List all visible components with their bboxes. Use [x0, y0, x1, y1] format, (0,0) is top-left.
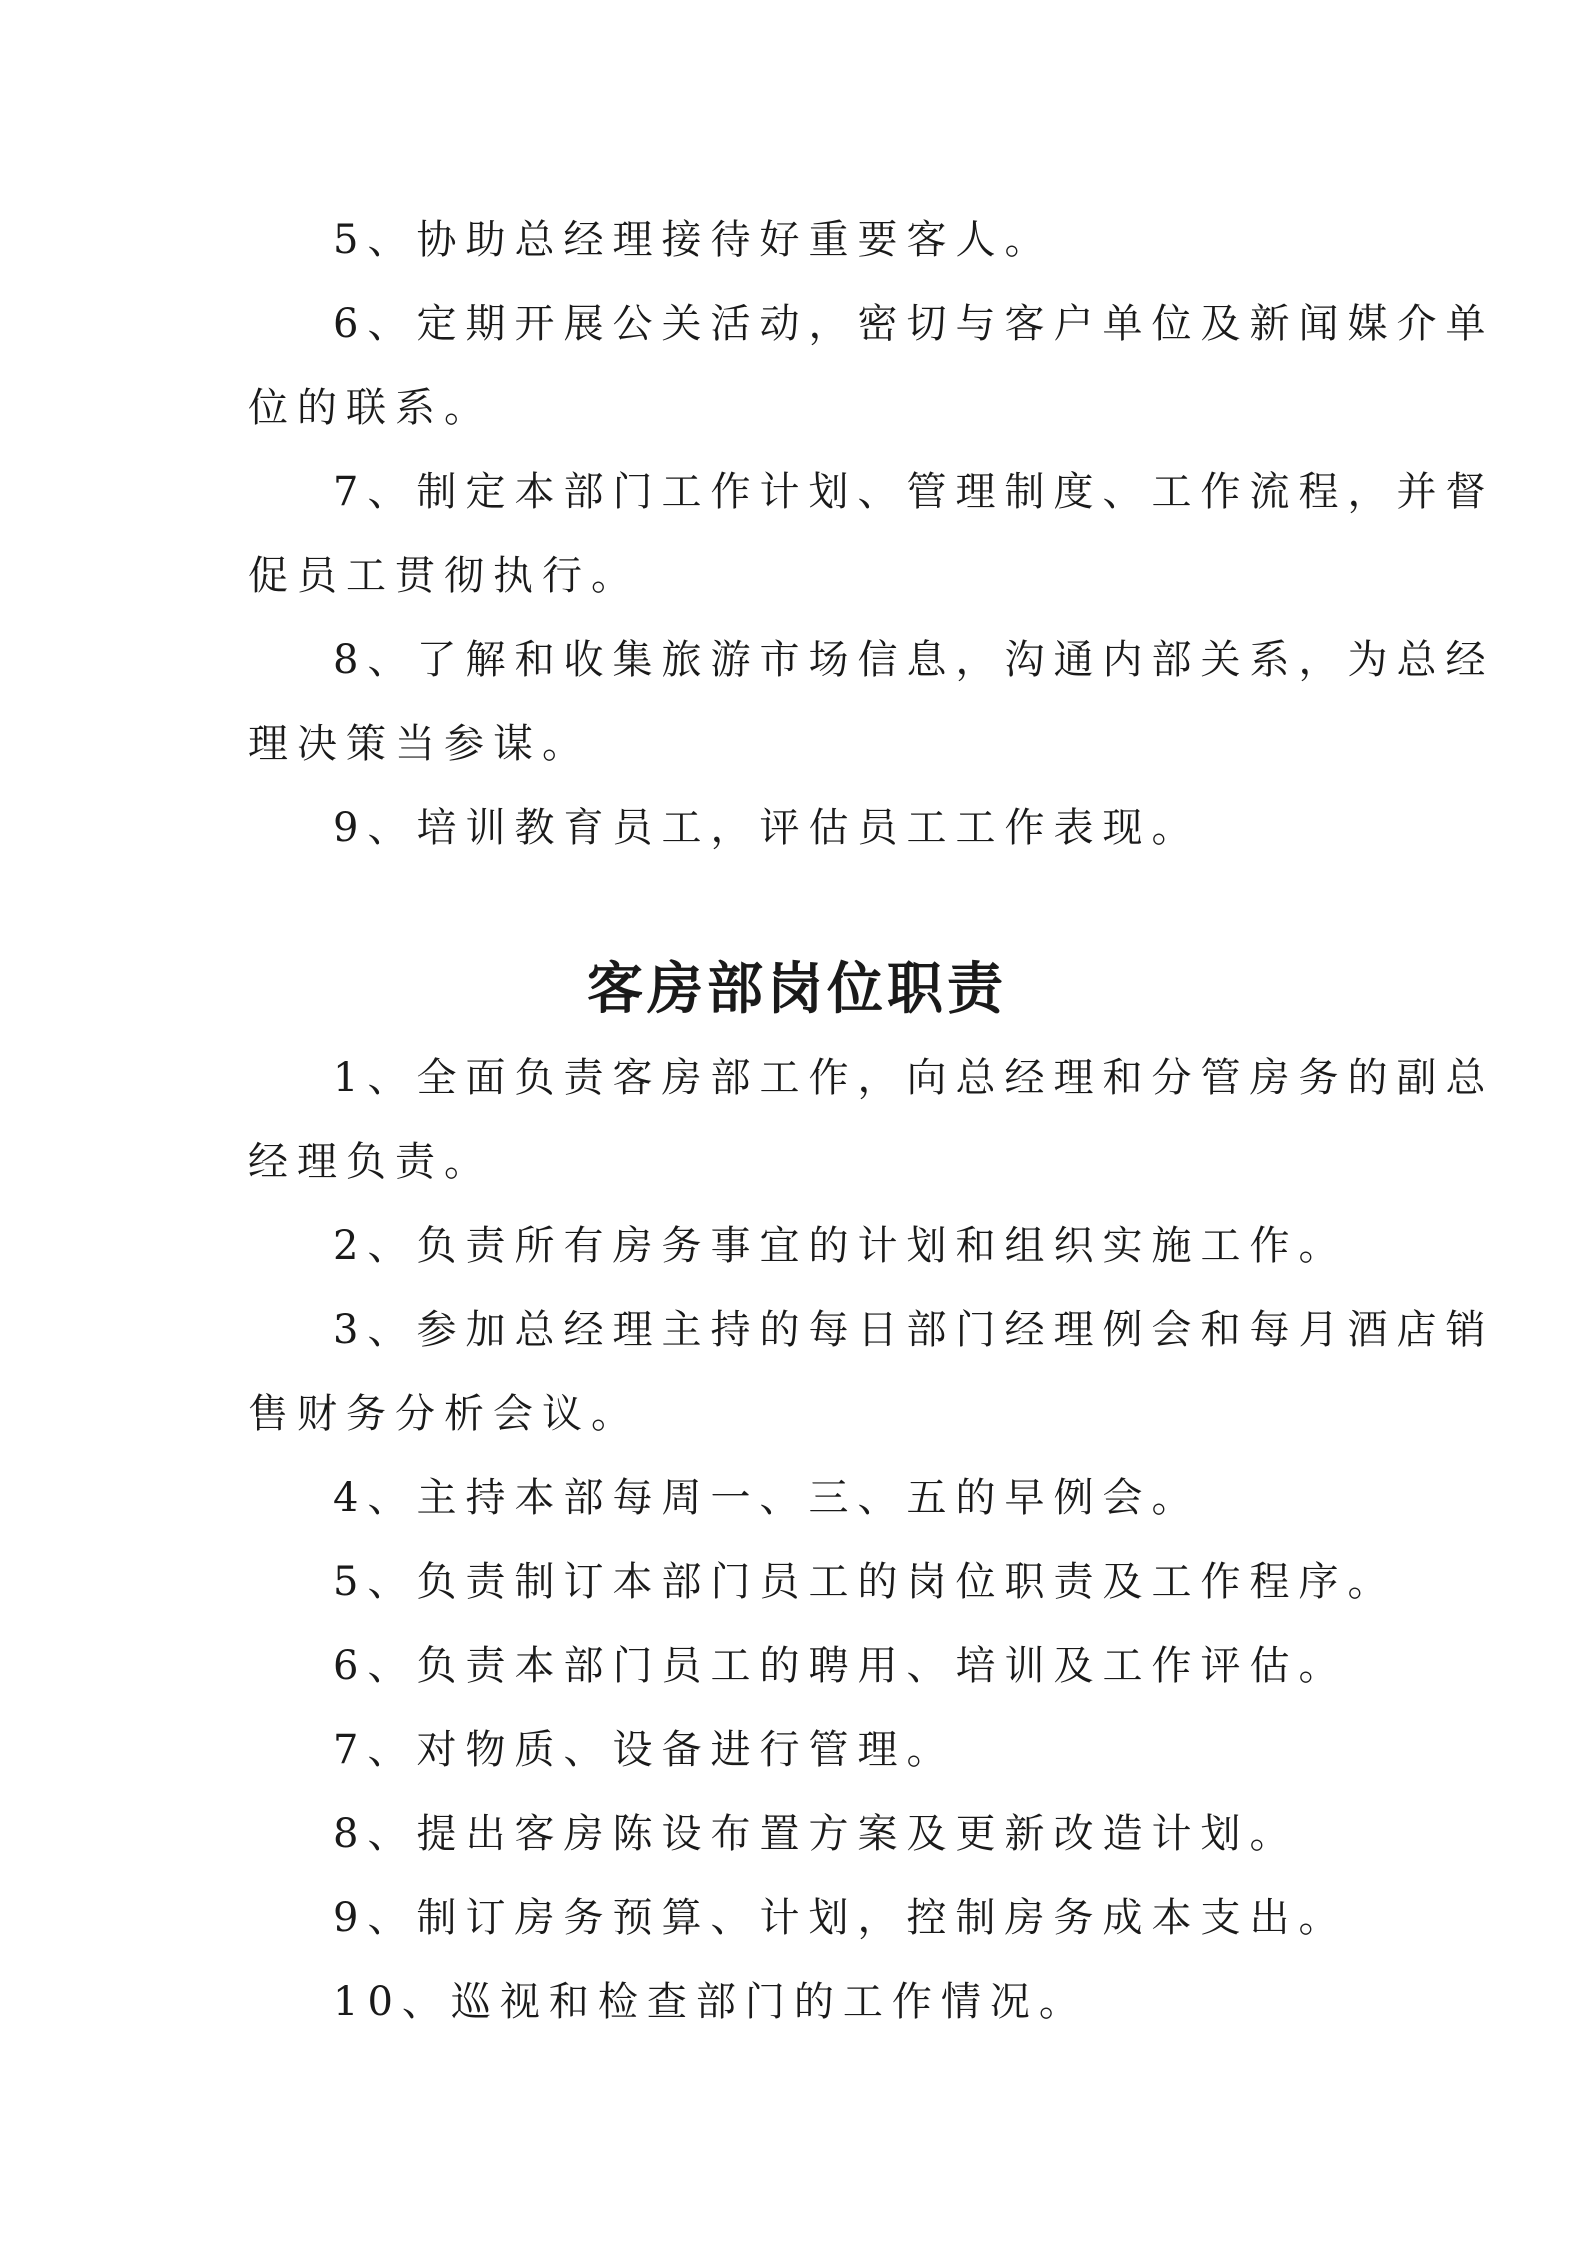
duty-item-10: 10、巡视和检查部门的工作情况。 [333, 1979, 1088, 2025]
duty-item-3: 3、参加总经理主持的每日部门经理例会和每月酒店销 [333, 1307, 1495, 1353]
list-item-6: 6、定期开展公关活动，密切与客户单位及新闻媒介单 [333, 301, 1495, 347]
duty-item-2: 2、负责所有房务事宜的计划和组织实施工作。 [333, 1223, 1348, 1269]
duty-item-7: 7、对物质、设备进行管理。 [333, 1727, 956, 1773]
list-item-7: 7、制定本部门工作计划、管理制度、工作流程，并督 [333, 469, 1495, 515]
section-title: 客房部岗位职责 [587, 957, 1007, 1022]
duty-item-3-continued: 售财务分析会议。 [248, 1391, 640, 1437]
duty-item-5: 5、负责制订本部门员工的岗位职责及工作程序。 [333, 1559, 1397, 1605]
list-item-9: 9、培训教育员工，评估员工工作表现。 [333, 805, 1201, 851]
list-item-6-continued: 位的联系。 [248, 385, 493, 431]
duty-item-1: 1、全面负责客房部工作，向总经理和分管房务的副总 [333, 1055, 1495, 1101]
duty-item-9: 9、制订房务预算、计划，控制房务成本支出。 [333, 1895, 1348, 1941]
duty-item-6: 6、负责本部门员工的聘用、培训及工作评估。 [333, 1643, 1348, 1689]
duty-item-4: 4、主持本部每周一、三、五的早例会。 [333, 1475, 1201, 1521]
list-item-8: 8、了解和收集旅游市场信息，沟通内部关系，为总经 [333, 637, 1495, 683]
list-item-5: 5、协助总经理接待好重要客人。 [333, 217, 1054, 263]
duty-item-1-continued: 经理负责。 [248, 1139, 493, 1185]
list-item-8-continued: 理决策当参谋。 [248, 721, 591, 767]
duty-item-8: 8、提出客房陈设布置方案及更新改造计划。 [333, 1811, 1299, 1857]
list-item-7-continued: 促员工贯彻执行。 [248, 553, 640, 599]
